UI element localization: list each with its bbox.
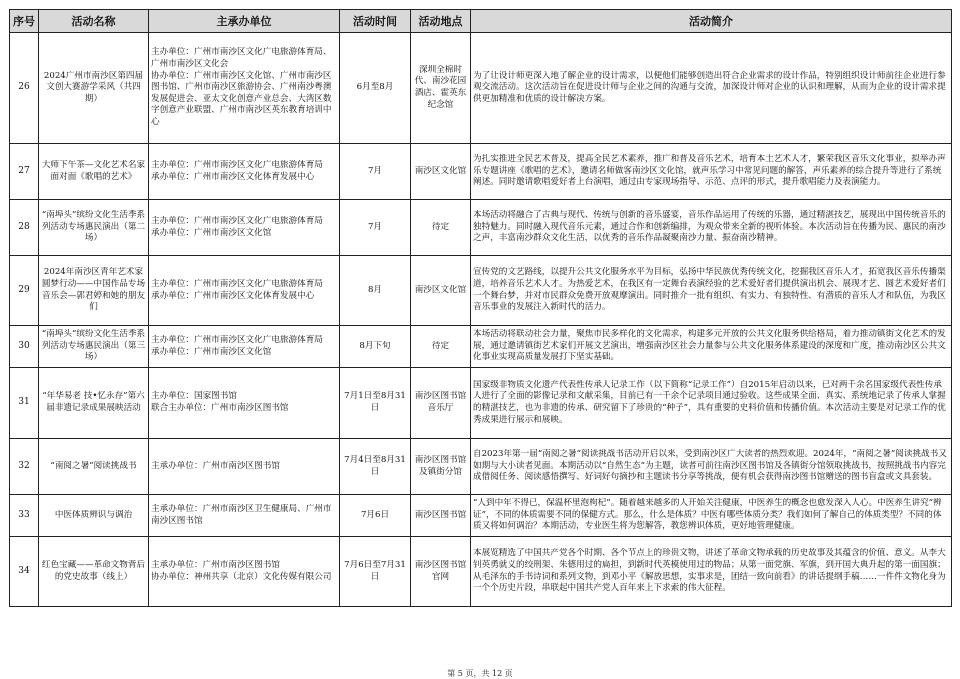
activity-intro: 本展览精选了中国共产党各个时期、各个节点上的珍贵文物，讲述了革命文物承载的历史故事及其蕴含的价值、意义。从李大钊英勇就义的绞刑架、朱德用过的扁担，到新时代英模使用过的物品；从第一面党旗、军旗，到开国大典升起的第一面国旗；从毛泽东的手书诗词和系列文物，到邓小平《解放思想，实事求是，团结一致向前看》的讲话提纲手稿……一件件文物化身为一个个历史片段，串联起中国共产党人百年来上下求索的伟大征程。: [471, 537, 952, 607]
header-time: 活动时间: [340, 10, 411, 33]
activity-intro: 为扎实推进全民艺术普及，提高全民艺术素养，推广和普及音乐艺术，培育本土艺术人才，繁荣我区音乐文化事业，拟举办声乐专题讲座《歌唱的艺术》，邀请名师做客南沙区文化馆，就声乐学习中常见问题的解答，声乐素养的综合提升等进行了系统阐述。同时邀请歌唱爱好者上台演唱，通过由专家现场指导、示范、点评的形式，提升歌唱能力及表演能力。: [471, 144, 952, 200]
activity-intro: 本场活动将联动社会力量，聚焦市民多样化的文化需求，构建多元开放的公共文化服务供给格局，着力推动镇街文化艺术的发展，通过邀请镇街艺术家们开展文艺演出，增强南沙区社会力量参与公共文化服务体系建设的深度和广度，推动南沙区公共文化事业实现高质量发展打下坚实基础。: [471, 326, 952, 368]
activity-name: “南埠头”缤纷文化生活季系列活动专场惠民演出（第二场）: [39, 200, 149, 256]
activity-place: 待定: [411, 326, 471, 368]
activity-name: 大师下午茶—文化艺术名家面对面《歌唱的艺术》: [39, 144, 149, 200]
activity-name: 红色宝藏——革命文物背后的党史故事（线上）: [39, 537, 149, 607]
activity-place: 南沙区图书馆官网: [411, 537, 471, 607]
activity-time: 8月下旬: [340, 326, 411, 368]
activity-intro: 自2023年第一届“南阅之暑”阅读挑战书活动开启以来，受到南沙区广大读者的热烈欢迎。2024年，“南阅之暑”阅读挑战书又如期与大小读者见面。本期活动以“自然生态”为主题，读者可前往南沙区图书馆及各镇街分馆领取挑战书，按照挑战书内容完成借阅任务、阅读感悟撰写、好词好句摘抄和主题读书分享等挑战，便有机会获得南沙图书馆赠送的图书盲盒或文具套装。: [471, 439, 952, 495]
activity-name: “年华易老 技•忆永存”第六届非遗记录成果展映活动: [39, 368, 149, 439]
table-row: [10, 495, 952, 537]
table-row: [10, 537, 952, 607]
table-row: [10, 144, 952, 200]
activity-intro: 国家级非物质文化遗产代表性传承人记录工作（以下简称“记录工作”）自2015年启动以来，已对两千余名国家级代表性传承人进行了全面的影像记录和文献采集，目前已有一千余个记录项目通过验收。这些成果全面、真实、系统地记录了传承人掌握的精湛技艺，也为非遗的传承、研究留下了珍贵的“种子”，具有重要的史料价值和传播价值。本次活动主要是对记录工作的优秀成果进行展示和展映。: [471, 368, 952, 439]
organizer: 主承办单位：广州市南沙区图书馆 协办单位：神州共享（北京）文化传媒有限公司: [149, 537, 340, 607]
row-number: 33: [10, 495, 39, 537]
organizer: 主办单位：广州市南沙区文化广电旅游体育局、广州市南沙区文化会 协办单位：广州市南沙区文化馆、广州市南沙区图书馆、广州市南沙区旅游协会、广州南沙粤澳发展促进会、亚太文化创意产业总会、大湾区数字创意产业联盟、广州市南沙区英东教育培训中心: [149, 33, 340, 144]
organizer: 主办单位：广州市南沙区文化广电旅游体育局 承办单位：广州市南沙区文化馆: [149, 200, 340, 256]
activity-time: 7月: [340, 144, 411, 200]
activity-intro: “人到中年不得已，保温杯里泡枸杞”。随着越来越多的人开始关注健康，中医养生的概念也愈发深入人心。中医养生讲究“辨证”，不同的体质需要不同的保健方式。那么，什么是体质？中医有哪些体质分类？我们如何了解自己的体质类型？不同的体质又将如何调治？本期活动，专业医生将为您解答，教您辨识体质，更好地管理健康。: [471, 495, 952, 537]
organizer: 主办单位：广州市南沙区文化广电旅游体育局 承办单位：广州市南沙区文化体育发展中心: [149, 144, 340, 200]
organizer: 主办单位：广州市南沙区文化广电旅游体育局 承办单位：广州市南沙区文化体育发展中心: [149, 256, 340, 326]
row-number: 30: [10, 326, 39, 368]
header-no: 序号: [10, 10, 39, 33]
activity-place: 深圳全棉时代、南沙花园酒店、霍英东纪念馆: [411, 33, 471, 144]
activity-place: 南沙区文化馆: [411, 256, 471, 326]
row-number: 28: [10, 200, 39, 256]
activity-intro: 宣传党的文艺路线，以提升公共文化服务水平为目标，弘扬中华民族优秀传统文化，挖掘我区音乐人才，拓宽我区音乐传播渠道，培养音乐艺术人才。为热爱艺术，在我区有一定舞台表演经验的艺术爱好者们提供演出机会、展现才艺、圆艺术爱好者们一个舞台梦，并对市民群众免费开放观摩演出。同时推介一批有组织、有实力、有独特性、有潜质的音乐人才和队伍，为我区音乐事业的发展注入新时代的活力。: [471, 256, 952, 326]
activity-name: “南埠头”缤纷文化生活季系列活动专场惠民演出（第三场）: [39, 326, 149, 368]
row-number: 31: [10, 368, 39, 439]
activity-name: “南阅之暑”阅读挑战书: [39, 439, 149, 495]
row-number: 26: [10, 33, 39, 144]
table-row: [10, 326, 952, 368]
activity-place: 南沙区图书馆及镇街分馆: [411, 439, 471, 495]
header-place: 活动地点: [411, 10, 471, 33]
header-name: 活动名称: [39, 10, 149, 33]
activity-time: 7月6日: [340, 495, 411, 537]
activity-time: 7月6日至7月31日: [340, 537, 411, 607]
activity-time: 8月: [340, 256, 411, 326]
activity-place: 待定: [411, 200, 471, 256]
table-row: [10, 256, 952, 326]
activity-time: 6月至8月: [340, 33, 411, 144]
activity-place: 南沙区图书馆: [411, 495, 471, 537]
table-row: [10, 200, 952, 256]
activity-place: 南沙区图书馆音乐厅: [411, 368, 471, 439]
activity-intro: 为了让设计师更深入地了解企业的设计需求，以便他们能够创造出符合企业需求的设计作品，特别组织设计师前往企业进行参观交流活动。这次活动旨在促进设计师与企业之间的沟通与交流，加深设计师对企业的认识和理解，从而为企业的设计需求提供更加精准和优质的设计解决方案。: [471, 33, 952, 144]
table-row: [10, 368, 952, 439]
activity-time: 7月4日至8月31日: [340, 439, 411, 495]
activity-place: 南沙区文化馆: [411, 144, 471, 200]
activity-time: 7月: [340, 200, 411, 256]
organizer: 主承办单位：广州市南沙区图书馆: [149, 439, 340, 495]
activity-name: 中医体质辨识与调治: [39, 495, 149, 537]
row-number: 34: [10, 537, 39, 607]
organizer: 主办单位：国家图书馆 联合主办单位：广州市南沙区图书馆: [149, 368, 340, 439]
table-header-row: [10, 10, 952, 33]
organizer: 主办单位：广州市南沙区文化广电旅游体育局 承办单位：广州市南沙区文化馆: [149, 326, 340, 368]
table-row: [10, 33, 952, 144]
header-intro: 活动简介: [471, 10, 952, 33]
activity-intro: 本场活动将融合了古典与现代、传统与创新的音乐盛宴，音乐作品运用了传统的乐器，通过精湛技艺，展现出中国传统音乐的独特魅力。同时融入现代音乐元素，通过合作和创新编排，为观众带来全新的视听体验。本次活动旨在传播为民、惠民的南沙之声，丰富南沙群众文化生活，以优秀的音乐作品凝聚南沙力量、振奋南沙精神。: [471, 200, 952, 256]
header-org: 主承办单位: [149, 10, 340, 33]
activity-name: 2024广州市南沙区第四届文创大赛游学采风（共四期）: [39, 33, 149, 144]
row-number: 32: [10, 439, 39, 495]
activity-time: 7月1日至8月31日: [340, 368, 411, 439]
table-row: [10, 439, 952, 495]
row-number: 29: [10, 256, 39, 326]
page-footer: 第 5 页，共 12 页: [447, 669, 513, 678]
activity-name: 2024年南沙区青年艺术家圆梦行动——中国作品专场音乐会—郭君婷和她的朋友们: [39, 256, 149, 326]
activity-table: [9, 9, 952, 607]
organizer: 主承办单位：广州市南沙区卫生健康局、广州市南沙区图书馆: [149, 495, 340, 537]
row-number: 27: [10, 144, 39, 200]
